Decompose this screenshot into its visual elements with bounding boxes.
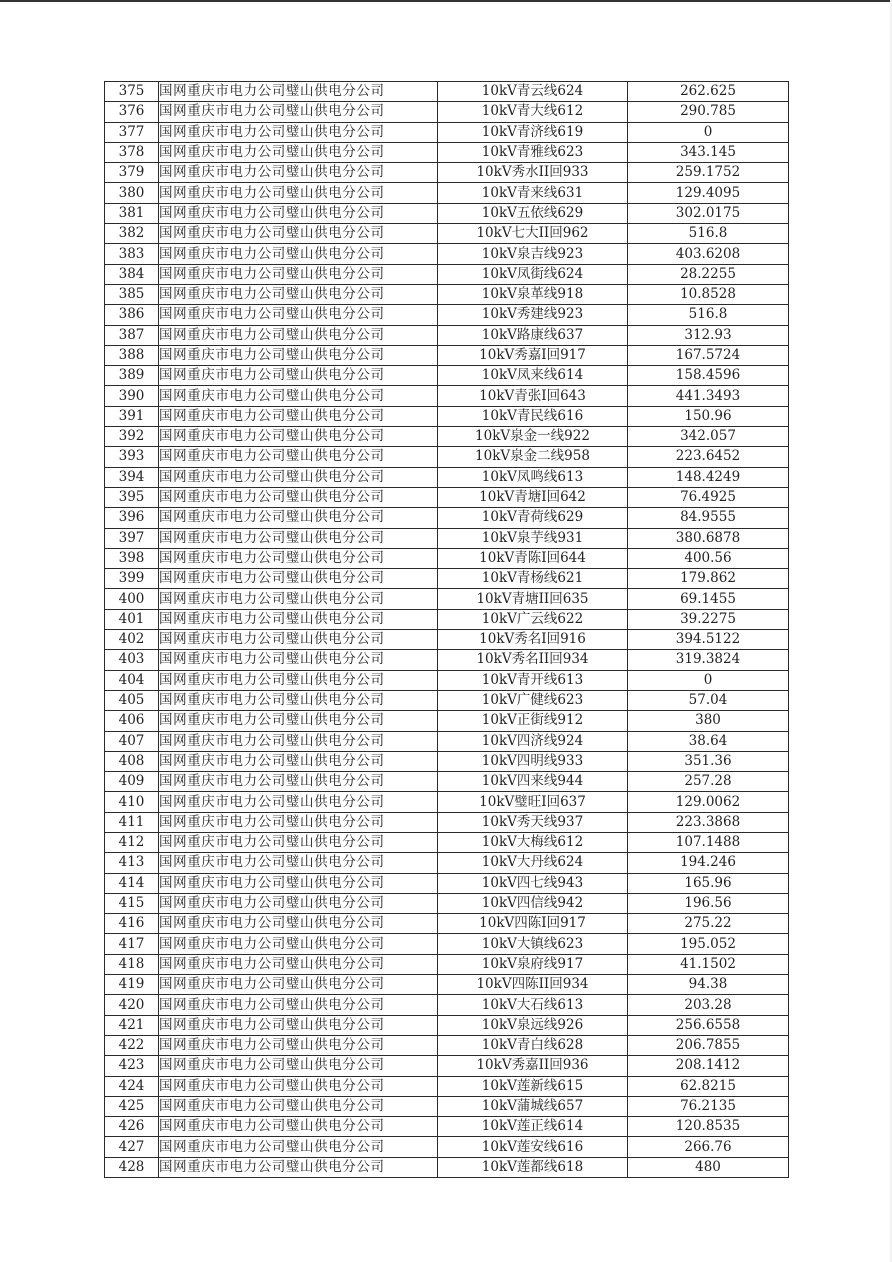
table-row	[105, 345, 789, 365]
row-index-cell: 418	[105, 954, 159, 974]
row-index-cell: 397	[105, 528, 159, 548]
row-index-cell: 408	[105, 751, 159, 771]
value-cell: 39.2275	[628, 609, 789, 629]
page-top-rule	[0, 0, 892, 2]
company-cell: 国网重庆市电力公司璧山供电分公司	[159, 569, 438, 589]
value-cell: 167.5724	[628, 345, 789, 365]
table-row	[105, 508, 789, 528]
company-cell: 国网重庆市电力公司璧山供电分公司	[159, 345, 438, 365]
value-cell: 208.1412	[628, 1056, 789, 1076]
company-cell: 国网重庆市电力公司璧山供电分公司	[159, 873, 438, 893]
line-name-cell: 10kV泉金二线958	[438, 447, 628, 467]
table-row	[105, 934, 789, 954]
value-cell: 76.4925	[628, 487, 789, 507]
table-row	[105, 1137, 789, 1157]
row-index-cell: 411	[105, 812, 159, 832]
row-index-cell: 405	[105, 690, 159, 710]
line-name-cell: 10kV广云线622	[438, 609, 628, 629]
company-cell: 国网重庆市电力公司璧山供电分公司	[159, 1117, 438, 1137]
row-index-cell: 424	[105, 1076, 159, 1096]
line-name-cell: 10kV广健线623	[438, 690, 628, 710]
line-name-cell: 10kV青塘I回642	[438, 487, 628, 507]
value-cell: 0	[628, 670, 789, 690]
table-row	[105, 1117, 789, 1137]
row-index-cell: 399	[105, 569, 159, 589]
line-name-cell: 10kV莲都线618	[438, 1157, 628, 1177]
table-row	[105, 995, 789, 1015]
row-index-cell: 412	[105, 832, 159, 852]
value-cell: 129.4095	[628, 183, 789, 203]
company-cell: 国网重庆市电力公司璧山供电分公司	[159, 548, 438, 568]
row-index-cell: 377	[105, 122, 159, 142]
table-row	[105, 82, 789, 102]
line-name-cell: 10kV泉革线918	[438, 284, 628, 304]
line-name-cell: 10kV凤街线624	[438, 264, 628, 284]
value-cell: 302.0175	[628, 203, 789, 223]
line-name-cell: 10kV青来线631	[438, 183, 628, 203]
value-cell: 290.785	[628, 102, 789, 122]
line-name-cell: 10kV秀水II回933	[438, 163, 628, 183]
company-cell: 国网重庆市电力公司璧山供电分公司	[159, 914, 438, 934]
table-row	[105, 772, 789, 792]
row-index-cell: 414	[105, 873, 159, 893]
table-row	[105, 163, 789, 183]
company-cell: 国网重庆市电力公司璧山供电分公司	[159, 528, 438, 548]
row-index-cell: 395	[105, 487, 159, 507]
company-cell: 国网重庆市电力公司璧山供电分公司	[159, 1035, 438, 1055]
value-cell: 84.9555	[628, 508, 789, 528]
line-name-cell: 10kV青开线613	[438, 670, 628, 690]
table-row	[105, 203, 789, 223]
line-name-cell: 10kV秀名I回916	[438, 630, 628, 650]
table-row	[105, 528, 789, 548]
table-row	[105, 975, 789, 995]
company-cell: 国网重庆市电力公司璧山供电分公司	[159, 1015, 438, 1035]
value-cell: 403.6208	[628, 244, 789, 264]
table-row	[105, 467, 789, 487]
value-cell: 0	[628, 122, 789, 142]
company-cell: 国网重庆市电力公司璧山供电分公司	[159, 183, 438, 203]
table-row	[105, 893, 789, 913]
row-index-cell: 381	[105, 203, 159, 223]
table-row	[105, 690, 789, 710]
company-cell: 国网重庆市电力公司璧山供电分公司	[159, 142, 438, 162]
value-cell: 262.625	[628, 82, 789, 102]
line-name-cell: 10kV正街线912	[438, 711, 628, 731]
table-row	[105, 711, 789, 731]
value-cell: 107.1488	[628, 832, 789, 852]
table-row	[105, 609, 789, 629]
line-name-cell: 10kV四七线943	[438, 873, 628, 893]
value-cell: 203.28	[628, 995, 789, 1015]
table-row	[105, 386, 789, 406]
row-index-cell: 392	[105, 427, 159, 447]
row-index-cell: 401	[105, 609, 159, 629]
company-cell: 国网重庆市电力公司璧山供电分公司	[159, 447, 438, 467]
line-name-cell: 10kV泉吉线923	[438, 244, 628, 264]
table-row	[105, 853, 789, 873]
line-name-cell: 10kV四信线942	[438, 893, 628, 913]
table-row	[105, 1015, 789, 1035]
table-row	[105, 731, 789, 751]
value-cell: 206.7855	[628, 1035, 789, 1055]
table-row	[105, 650, 789, 670]
company-cell: 国网重庆市电力公司璧山供电分公司	[159, 163, 438, 183]
company-cell: 国网重庆市电力公司璧山供电分公司	[159, 975, 438, 995]
company-cell: 国网重庆市电力公司璧山供电分公司	[159, 893, 438, 913]
company-cell: 国网重庆市电力公司璧山供电分公司	[159, 427, 438, 447]
row-index-cell: 422	[105, 1035, 159, 1055]
company-cell: 国网重庆市电力公司璧山供电分公司	[159, 284, 438, 304]
table-row	[105, 122, 789, 142]
value-cell: 312.93	[628, 325, 789, 345]
row-index-cell: 420	[105, 995, 159, 1015]
line-name-cell: 10kV四陈I回917	[438, 914, 628, 934]
row-index-cell: 382	[105, 224, 159, 244]
line-name-cell: 10kV五依线629	[438, 203, 628, 223]
line-name-cell: 10kV七大II回962	[438, 224, 628, 244]
value-cell: 38.64	[628, 731, 789, 751]
company-cell: 国网重庆市电力公司璧山供电分公司	[159, 264, 438, 284]
value-cell: 351.36	[628, 751, 789, 771]
table-row	[105, 406, 789, 426]
line-name-cell: 10kV四陈II回934	[438, 975, 628, 995]
company-cell: 国网重庆市电力公司璧山供电分公司	[159, 731, 438, 751]
value-cell: 194.246	[628, 853, 789, 873]
company-cell: 国网重庆市电力公司璧山供电分公司	[159, 772, 438, 792]
company-cell: 国网重庆市电力公司璧山供电分公司	[159, 670, 438, 690]
row-index-cell: 398	[105, 548, 159, 568]
line-name-cell: 10kV秀名II回934	[438, 650, 628, 670]
table-row	[105, 142, 789, 162]
row-index-cell: 403	[105, 650, 159, 670]
table-body	[105, 82, 789, 1178]
table-row	[105, 954, 789, 974]
line-name-cell: 10kV凤鸣线613	[438, 467, 628, 487]
value-cell: 441.3493	[628, 386, 789, 406]
value-cell: 57.04	[628, 690, 789, 710]
value-cell: 343.145	[628, 142, 789, 162]
value-cell: 150.96	[628, 406, 789, 426]
line-name-cell: 10kV凤来线614	[438, 366, 628, 386]
line-name-cell: 10kV秀嘉II回936	[438, 1056, 628, 1076]
table-row	[105, 548, 789, 568]
row-index-cell: 406	[105, 711, 159, 731]
row-index-cell: 388	[105, 345, 159, 365]
line-name-cell: 10kV四明线933	[438, 751, 628, 771]
row-index-cell: 409	[105, 772, 159, 792]
row-index-cell: 428	[105, 1157, 159, 1177]
company-cell: 国网重庆市电力公司璧山供电分公司	[159, 366, 438, 386]
row-index-cell: 391	[105, 406, 159, 426]
row-index-cell: 425	[105, 1096, 159, 1116]
value-cell: 380.6878	[628, 528, 789, 548]
table-row	[105, 873, 789, 893]
row-index-cell: 379	[105, 163, 159, 183]
value-cell: 319.3824	[628, 650, 789, 670]
value-cell: 275.22	[628, 914, 789, 934]
line-name-cell: 10kV青荷线629	[438, 508, 628, 528]
company-cell: 国网重庆市电力公司璧山供电分公司	[159, 224, 438, 244]
line-name-cell: 10kV莲正线614	[438, 1117, 628, 1137]
table-row	[105, 792, 789, 812]
value-cell: 400.56	[628, 548, 789, 568]
row-index-cell: 426	[105, 1117, 159, 1137]
row-index-cell: 375	[105, 82, 159, 102]
row-index-cell: 384	[105, 264, 159, 284]
line-name-cell: 10kV大镇线623	[438, 934, 628, 954]
row-index-cell: 393	[105, 447, 159, 467]
company-cell: 国网重庆市电力公司璧山供电分公司	[159, 853, 438, 873]
feeder-data-table	[104, 81, 789, 1178]
value-cell: 41.1502	[628, 954, 789, 974]
table-row	[105, 325, 789, 345]
line-name-cell: 10kV莲新线615	[438, 1076, 628, 1096]
row-index-cell: 402	[105, 630, 159, 650]
company-cell: 国网重庆市电力公司璧山供电分公司	[159, 305, 438, 325]
company-cell: 国网重庆市电力公司璧山供电分公司	[159, 954, 438, 974]
company-cell: 国网重庆市电力公司璧山供电分公司	[159, 1137, 438, 1157]
row-index-cell: 407	[105, 731, 159, 751]
row-index-cell: 410	[105, 792, 159, 812]
company-cell: 国网重庆市电力公司璧山供电分公司	[159, 325, 438, 345]
row-index-cell: 378	[105, 142, 159, 162]
row-index-cell: 385	[105, 284, 159, 304]
line-name-cell: 10kV璧旺I回637	[438, 792, 628, 812]
row-index-cell: 415	[105, 893, 159, 913]
company-cell: 国网重庆市电力公司璧山供电分公司	[159, 690, 438, 710]
value-cell: 259.1752	[628, 163, 789, 183]
company-cell: 国网重庆市电力公司璧山供电分公司	[159, 467, 438, 487]
table-row	[105, 569, 789, 589]
value-cell: 120.8535	[628, 1117, 789, 1137]
row-index-cell: 380	[105, 183, 159, 203]
value-cell: 10.8528	[628, 284, 789, 304]
row-index-cell: 389	[105, 366, 159, 386]
line-name-cell: 10kV泉芋线931	[438, 528, 628, 548]
table-row	[105, 1096, 789, 1116]
company-cell: 国网重庆市电力公司璧山供电分公司	[159, 82, 438, 102]
company-cell: 国网重庆市电力公司璧山供电分公司	[159, 244, 438, 264]
company-cell: 国网重庆市电力公司璧山供电分公司	[159, 1096, 438, 1116]
company-cell: 国网重庆市电力公司璧山供电分公司	[159, 711, 438, 731]
line-name-cell: 10kV大梅线612	[438, 832, 628, 852]
line-name-cell: 10kV青雅线623	[438, 142, 628, 162]
value-cell: 516.8	[628, 224, 789, 244]
row-index-cell: 419	[105, 975, 159, 995]
table-row	[105, 589, 789, 609]
line-name-cell: 10kV泉府线917	[438, 954, 628, 974]
table-row	[105, 630, 789, 650]
table-row	[105, 183, 789, 203]
value-cell: 62.8215	[628, 1076, 789, 1096]
company-cell: 国网重庆市电力公司璧山供电分公司	[159, 812, 438, 832]
row-index-cell: 416	[105, 914, 159, 934]
company-cell: 国网重庆市电力公司璧山供电分公司	[159, 589, 438, 609]
row-index-cell: 386	[105, 305, 159, 325]
line-name-cell: 10kV青塘II回635	[438, 589, 628, 609]
company-cell: 国网重庆市电力公司璧山供电分公司	[159, 1056, 438, 1076]
value-cell: 129.0062	[628, 792, 789, 812]
value-cell: 223.6452	[628, 447, 789, 467]
table-row	[105, 832, 789, 852]
line-name-cell: 10kV四济线924	[438, 731, 628, 751]
row-index-cell: 413	[105, 853, 159, 873]
table-row	[105, 670, 789, 690]
company-cell: 国网重庆市电力公司璧山供电分公司	[159, 386, 438, 406]
value-cell: 256.6558	[628, 1015, 789, 1035]
table-row	[105, 102, 789, 122]
company-cell: 国网重庆市电力公司璧山供电分公司	[159, 650, 438, 670]
value-cell: 223.3868	[628, 812, 789, 832]
table-row	[105, 1056, 789, 1076]
line-name-cell: 10kV秀天线937	[438, 812, 628, 832]
line-name-cell: 10kV秀建线923	[438, 305, 628, 325]
line-name-cell: 10kV青大线612	[438, 102, 628, 122]
table-row	[105, 305, 789, 325]
table-row	[105, 1035, 789, 1055]
value-cell: 69.1455	[628, 589, 789, 609]
line-name-cell: 10kV泉金一线922	[438, 427, 628, 447]
company-cell: 国网重庆市电力公司璧山供电分公司	[159, 203, 438, 223]
row-index-cell: 417	[105, 934, 159, 954]
row-index-cell: 421	[105, 1015, 159, 1035]
table-row	[105, 751, 789, 771]
line-name-cell: 10kV青陈I回644	[438, 548, 628, 568]
company-cell: 国网重庆市电力公司璧山供电分公司	[159, 934, 438, 954]
row-index-cell: 396	[105, 508, 159, 528]
company-cell: 国网重庆市电力公司璧山供电分公司	[159, 406, 438, 426]
company-cell: 国网重庆市电力公司璧山供电分公司	[159, 1076, 438, 1096]
line-name-cell: 10kV青白线628	[438, 1035, 628, 1055]
value-cell: 148.4249	[628, 467, 789, 487]
value-cell: 394.5122	[628, 630, 789, 650]
value-cell: 158.4596	[628, 366, 789, 386]
row-index-cell: 427	[105, 1137, 159, 1157]
line-name-cell: 10kV四来线944	[438, 772, 628, 792]
table-row	[105, 812, 789, 832]
row-index-cell: 383	[105, 244, 159, 264]
value-cell: 94.38	[628, 975, 789, 995]
value-cell: 380	[628, 711, 789, 731]
company-cell: 国网重庆市电力公司璧山供电分公司	[159, 832, 438, 852]
row-index-cell: 387	[105, 325, 159, 345]
line-name-cell: 10kV青张I回643	[438, 386, 628, 406]
company-cell: 国网重庆市电力公司璧山供电分公司	[159, 122, 438, 142]
value-cell: 195.052	[628, 934, 789, 954]
row-index-cell: 423	[105, 1056, 159, 1076]
line-name-cell: 10kV青云线624	[438, 82, 628, 102]
table-row	[105, 487, 789, 507]
value-cell: 266.76	[628, 1137, 789, 1157]
value-cell: 342.057	[628, 427, 789, 447]
value-cell: 165.96	[628, 873, 789, 893]
company-cell: 国网重庆市电力公司璧山供电分公司	[159, 630, 438, 650]
line-name-cell: 10kV路康线637	[438, 325, 628, 345]
value-cell: 480	[628, 1157, 789, 1177]
row-index-cell: 404	[105, 670, 159, 690]
line-name-cell: 10kV莲安线616	[438, 1137, 628, 1157]
company-cell: 国网重庆市电力公司璧山供电分公司	[159, 508, 438, 528]
table-row	[105, 224, 789, 244]
line-name-cell: 10kV大丹线624	[438, 853, 628, 873]
table-row	[105, 366, 789, 386]
company-cell: 国网重庆市电力公司璧山供电分公司	[159, 102, 438, 122]
table-row	[105, 264, 789, 284]
table-row	[105, 1157, 789, 1177]
company-cell: 国网重庆市电力公司璧山供电分公司	[159, 792, 438, 812]
value-cell: 28.2255	[628, 264, 789, 284]
row-index-cell: 394	[105, 467, 159, 487]
value-cell: 196.56	[628, 893, 789, 913]
line-name-cell: 10kV青济线619	[438, 122, 628, 142]
value-cell: 76.2135	[628, 1096, 789, 1116]
company-cell: 国网重庆市电力公司璧山供电分公司	[159, 995, 438, 1015]
value-cell: 516.8	[628, 305, 789, 325]
row-index-cell: 400	[105, 589, 159, 609]
value-cell: 179.862	[628, 569, 789, 589]
line-name-cell: 10kV蒲城线657	[438, 1096, 628, 1116]
table-row	[105, 1076, 789, 1096]
company-cell: 国网重庆市电力公司璧山供电分公司	[159, 751, 438, 771]
line-name-cell: 10kV青杨线621	[438, 569, 628, 589]
line-name-cell: 10kV青民线616	[438, 406, 628, 426]
line-name-cell: 10kV泉远线926	[438, 1015, 628, 1035]
company-cell: 国网重庆市电力公司璧山供电分公司	[159, 1157, 438, 1177]
row-index-cell: 376	[105, 102, 159, 122]
table-row	[105, 447, 789, 467]
row-index-cell: 390	[105, 386, 159, 406]
table-row	[105, 244, 789, 264]
company-cell: 国网重庆市电力公司璧山供电分公司	[159, 487, 438, 507]
table-row	[105, 284, 789, 304]
table-row	[105, 914, 789, 934]
table-row	[105, 427, 789, 447]
line-name-cell: 10kV秀嘉I回917	[438, 345, 628, 365]
company-cell: 国网重庆市电力公司璧山供电分公司	[159, 609, 438, 629]
value-cell: 257.28	[628, 772, 789, 792]
line-name-cell: 10kV大石线613	[438, 995, 628, 1015]
